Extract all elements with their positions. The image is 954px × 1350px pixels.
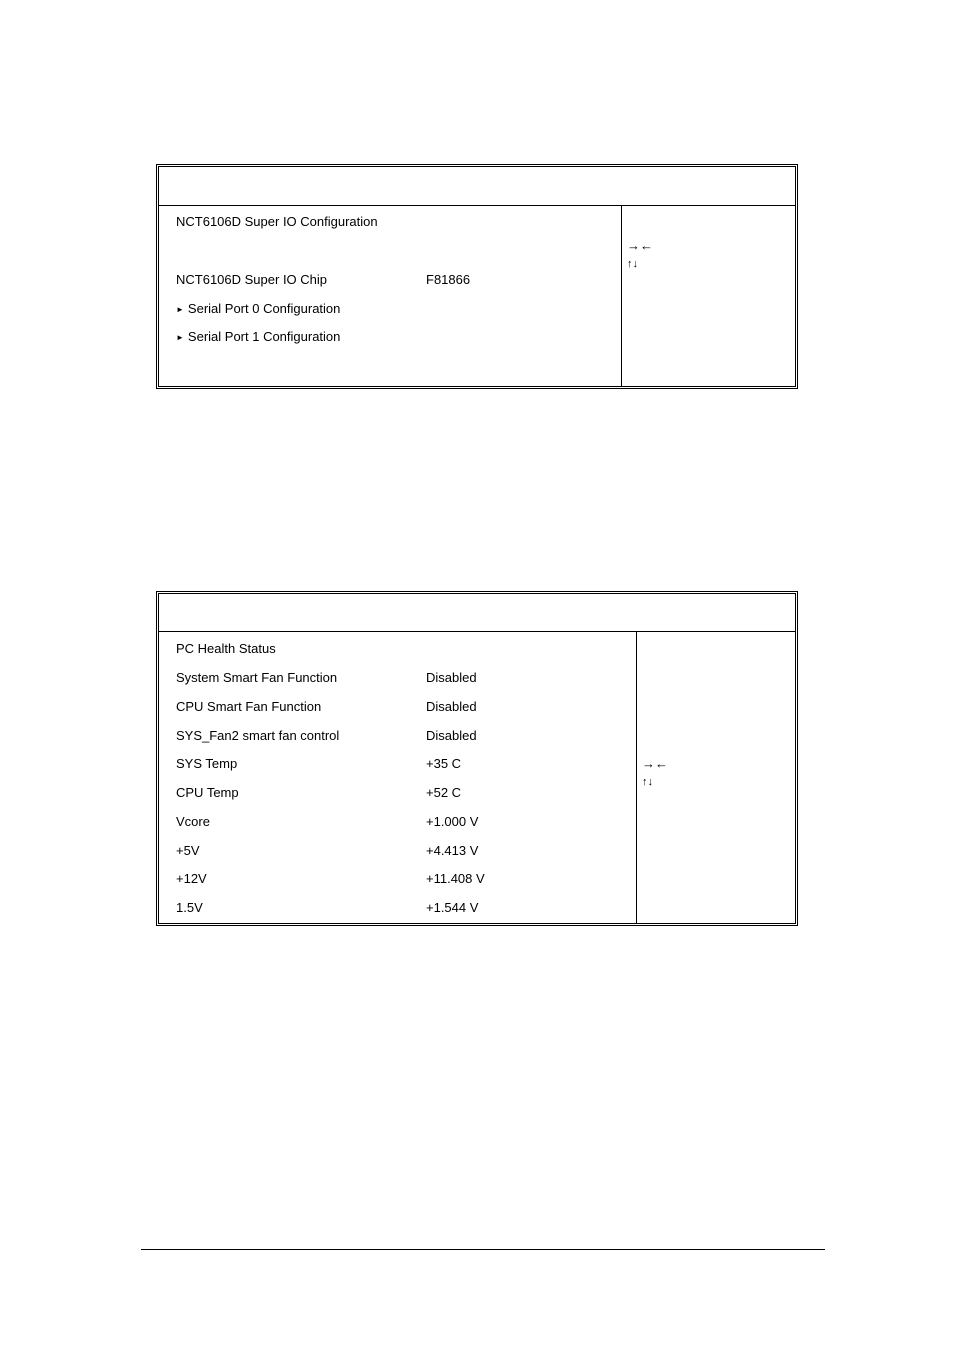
health-row	[176, 756, 462, 772]
superio-chip-row	[176, 272, 471, 287]
superio-key-help	[627, 237, 653, 273]
superio-header	[159, 167, 795, 206]
health-row	[176, 842, 479, 858]
health-row-label: CPU Smart Fan Function	[176, 698, 322, 714]
health-row-value: +35 C	[426, 756, 462, 772]
up-down-arrows-icon: ↑↓	[627, 258, 638, 270]
superio-divider	[621, 205, 622, 386]
health-panel	[156, 591, 798, 926]
health-row	[176, 900, 479, 915]
health-row	[176, 813, 479, 829]
health-row-value: +4.413 V	[426, 842, 479, 858]
health-row-label: System Smart Fan Function	[176, 670, 338, 685]
superio-chip-label: NCT6106D Super IO Chip	[176, 272, 328, 287]
submenu-label: Serial Port 0 Configuration	[187, 301, 341, 316]
submenu-label: Serial Port 1 Configuration	[187, 329, 341, 344]
health-divider	[636, 631, 637, 923]
up-down-arrows-icon: ↑↓	[642, 776, 653, 788]
left-right-arrows-icon: →←	[642, 756, 668, 771]
health-row-label: 1.5V	[176, 900, 203, 915]
health-row-value: +1.000 V	[426, 813, 479, 829]
submenu-arrow-icon: ►	[176, 305, 184, 314]
health-row-value: Disabled	[426, 670, 477, 685]
health-row-label: SYS_Fan2 smart fan control	[176, 727, 340, 743]
footer-rule	[141, 1249, 825, 1250]
health-row-value: +1.544 V	[426, 900, 479, 915]
health-row	[176, 871, 485, 887]
health-row[interactable]	[176, 698, 477, 714]
health-key-help	[642, 755, 668, 791]
health-row-label: +5V	[176, 842, 200, 858]
health-row-label: +12V	[176, 871, 207, 887]
health-row[interactable]	[176, 727, 477, 743]
submenu-serial-port-0[interactable]	[176, 301, 340, 316]
health-row-label: SYS Temp	[176, 756, 238, 772]
health-row	[176, 785, 462, 800]
health-row-label: Vcore	[176, 813, 210, 829]
submenu-serial-port-1[interactable]	[176, 329, 340, 344]
health-row-value: Disabled	[426, 698, 477, 714]
submenu-arrow-icon: ►	[176, 333, 184, 342]
health-row[interactable]	[176, 670, 477, 685]
health-row-value: +11.408 V	[426, 871, 485, 887]
health-row-value: Disabled	[426, 727, 477, 743]
health-row-label: CPU Temp	[176, 785, 239, 800]
superio-title: NCT6106D Super IO Configuration	[176, 214, 378, 229]
health-title: PC Health Status	[176, 641, 276, 656]
health-header	[159, 594, 795, 632]
health-row-value: +52 C	[426, 785, 462, 800]
superio-panel	[156, 164, 798, 389]
left-right-arrows-icon: →←	[627, 238, 653, 253]
superio-chip-value: F81866	[426, 272, 471, 287]
